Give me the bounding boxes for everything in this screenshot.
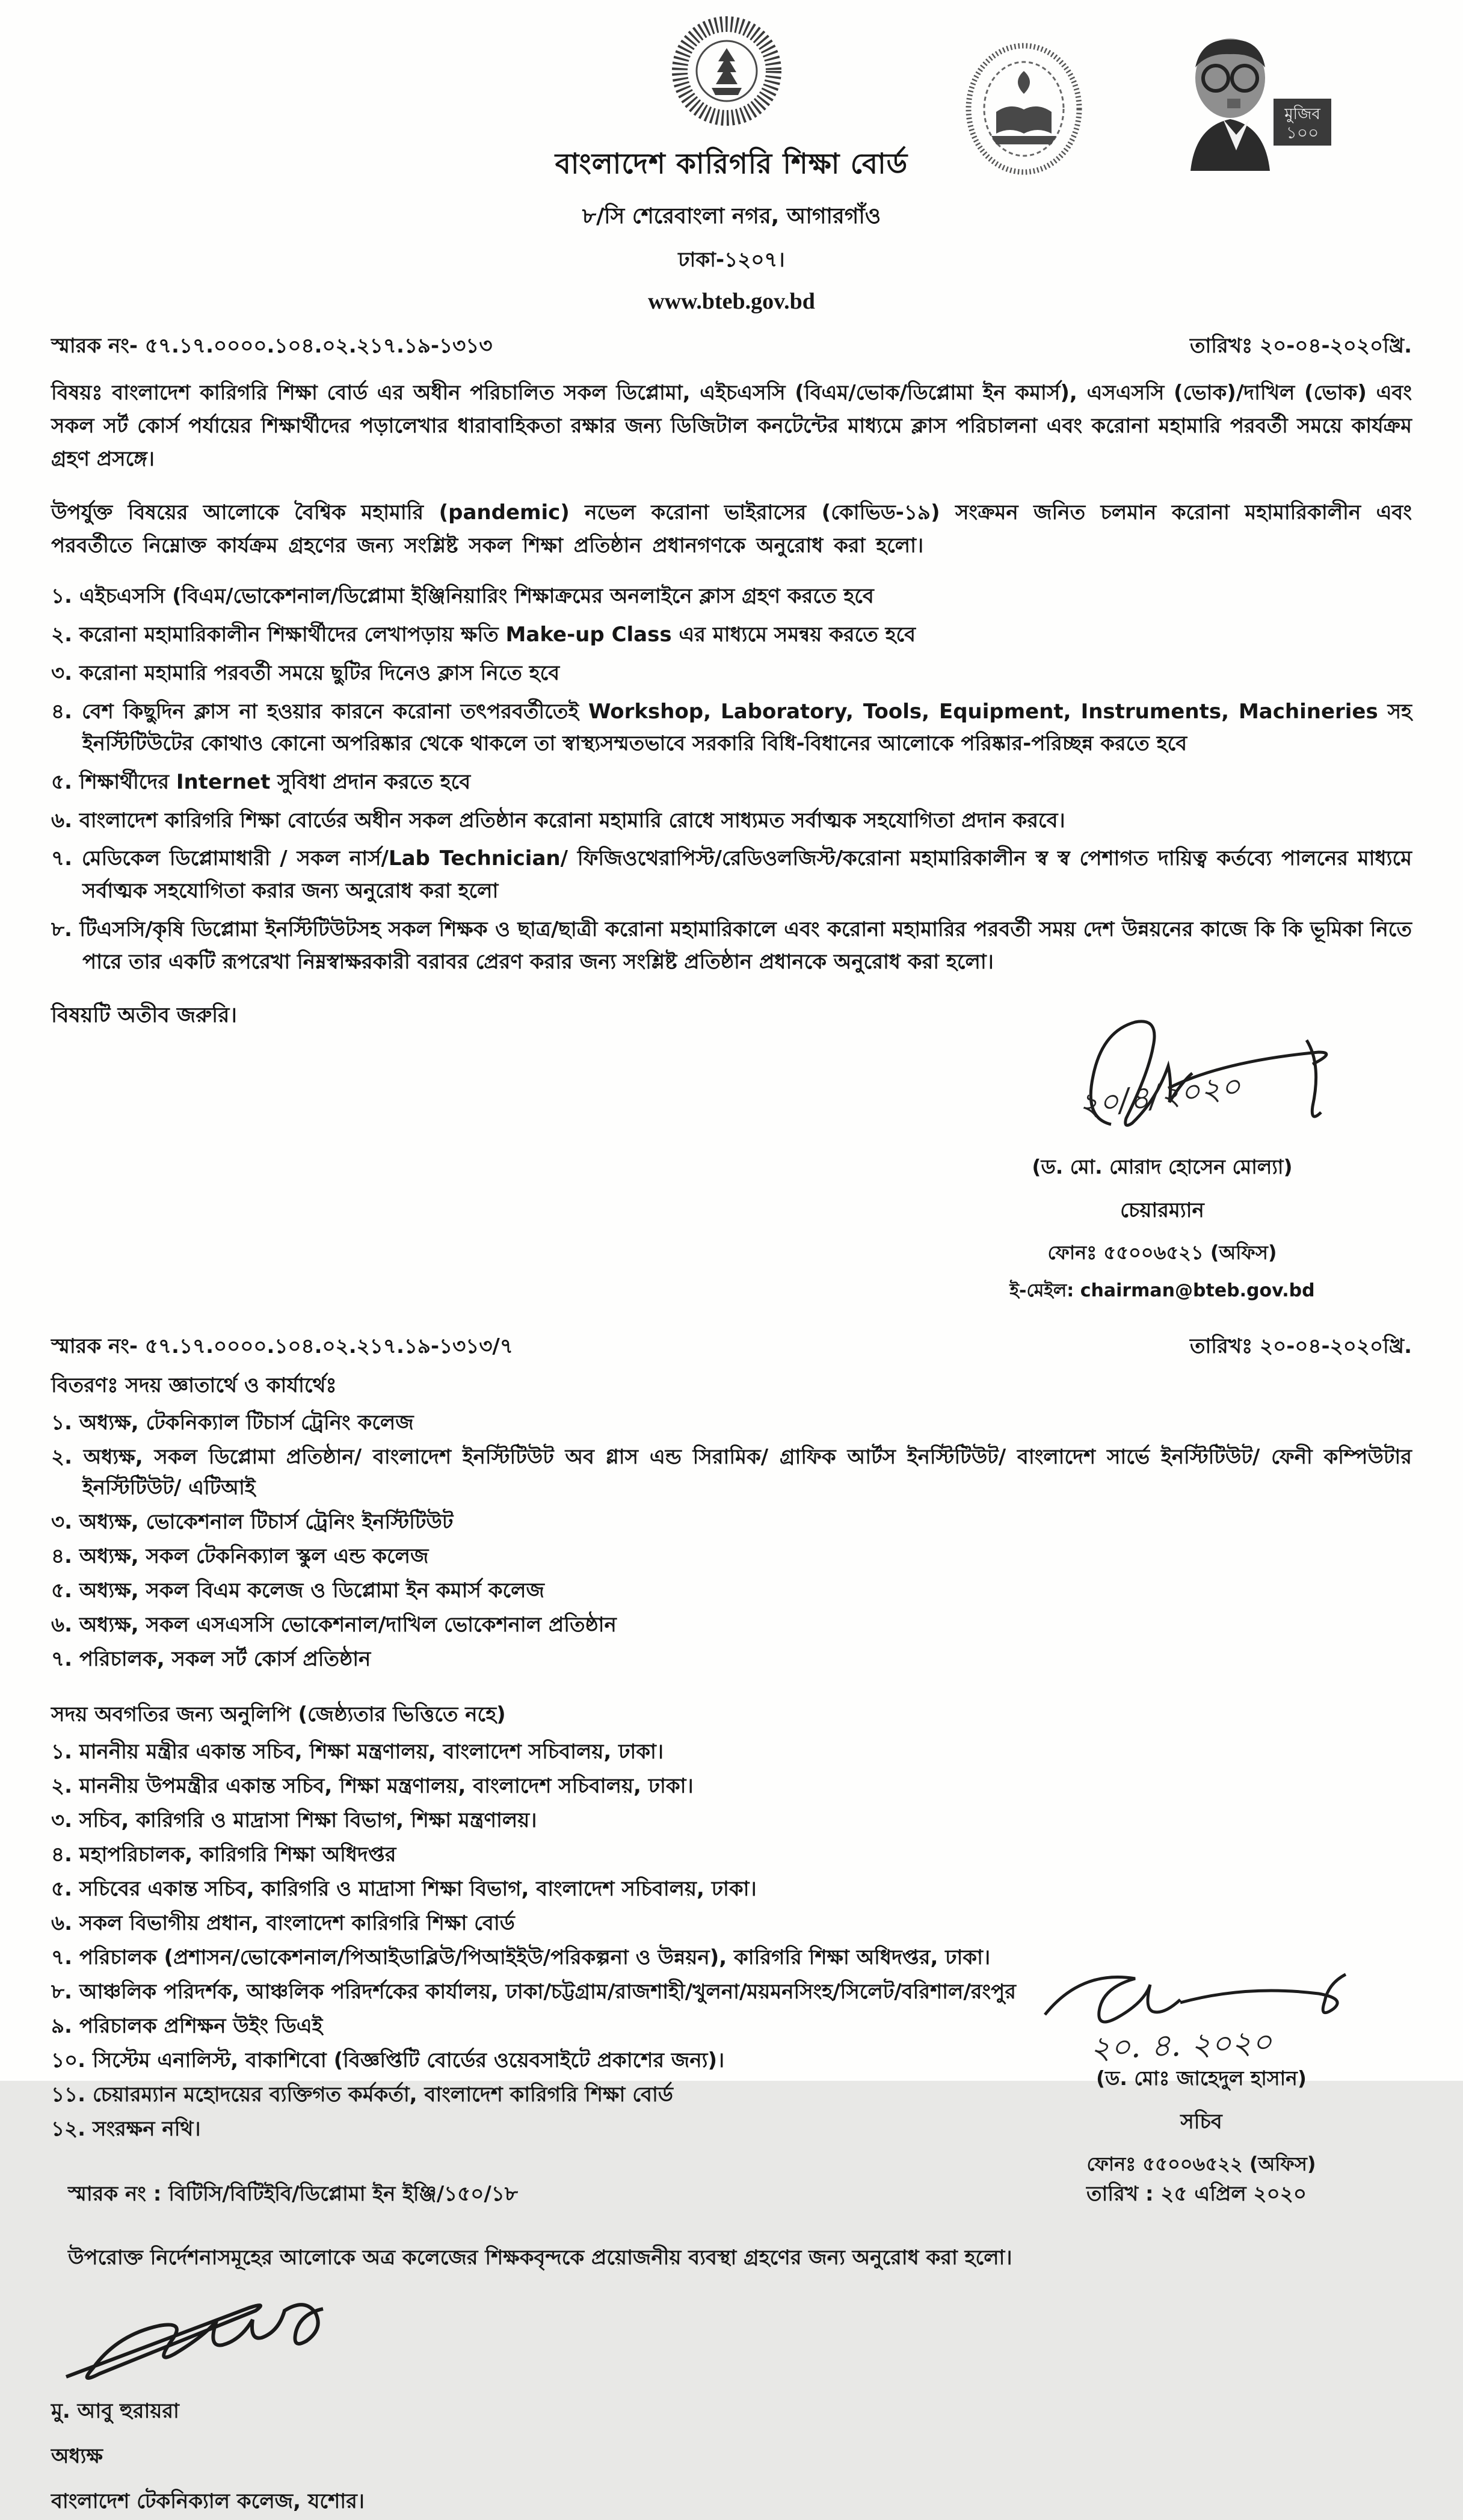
distribution-item: ১. অধ্যক্ষ, টেকনিক্যাল টিচার্স ট্রেনিং কলেজ bbox=[51, 1411, 414, 1435]
closing-paragraph: উপরোক্ত নির্দেশনাসমূহের আলোকে অত্র কলেজের শিক্ষকবৃন্দকে প্রয়োজনীয় ব্যবস্থা গ্রহণের জন্য অনুরোধ করা হলো। bbox=[68, 2246, 1012, 2270]
principal-signature-block bbox=[51, 2287, 1412, 2520]
org-address-line1: ৮/সি শেরেবাংলা নগর, আগারগাঁও bbox=[582, 204, 881, 229]
principal-designation: অধ্যক্ষ bbox=[51, 2444, 103, 2468]
memo3-header-row bbox=[51, 2178, 1412, 2213]
cc-item: ৬. সকল বিভাগীয় প্রধান, বাংলাদেশ কারিগরি শিক্ষা বোর্ড bbox=[51, 1911, 515, 1936]
instruction-item: ৫. শিক্ষার্থীদের Internet সুবিধা প্রদান করতে হবে bbox=[51, 769, 471, 794]
instruction-item: ৬. বাংলাদেশ কারিগরি শিক্ষা বোর্ডের অধীন সকল প্রতিষ্ঠান করোনা মহামারি রোধে সাধ্যমত সর্বাত্মক সহযোগিতা প্রদান করবে। bbox=[51, 808, 1065, 833]
distribution-item: ৩. অধ্যক্ষ, ভোকেশনাল টিচার্স ট্রেনিং ইনস্টিটিউট bbox=[51, 1510, 454, 1535]
memo1-number: স্মারক নং- ৫৭.১৭.০০০০.১০৪.০২.২১৭.১৯-১৩১৩ bbox=[51, 334, 493, 358]
chairman-signature-row bbox=[51, 1034, 1412, 1307]
cc-item: ১১. চেয়ারম্যান মহোদয়ের ব্যক্তিগত কর্মকর্তা, বাংলাদেশ কারিগরি শিক্ষা বোর্ড bbox=[51, 2083, 673, 2107]
secretary-name: (ড. মোঃ জাহেদুল হাসান) bbox=[1096, 2066, 1307, 2090]
secretary-signature-block bbox=[1033, 1958, 1370, 2181]
urgency-note: বিষয়টি অতীব জরুরি। bbox=[51, 1003, 237, 1028]
chairman-signature-block bbox=[970, 1016, 1355, 1307]
secretary-phone: ফোনঃ ৫৫০০৬৫২২ (অফিস) bbox=[1086, 2152, 1316, 2176]
secretary-signature-icon bbox=[1033, 1958, 1370, 2067]
org-address-line2: ঢাকা-১২০৭। bbox=[678, 248, 785, 272]
principal-name: মু. আবু হুরায়রা bbox=[51, 2398, 179, 2423]
instruction-item: ৭. মেডিকেল ডিপ্লোমাধারী / সকল নার্স/Lab Technician/ ফিজিওথেরাপিস্ট/রেডিওলজিস্ট/করোনা মহামারিকালীন স্ব স্ব পেশাগত দায়িত্ব কর্তব্যে পালনের মাধ্যমে সর্বাত্মক সহযোগিতা করার জন্য অনুরোধ করা হলো bbox=[51, 846, 1412, 904]
distribution-list bbox=[51, 1408, 1412, 1675]
instruction-item: ১. এইচএসসি (বিএম/ভোকেশনাল/ডিপ্লোমা ইঞ্জিনিয়ারিং শিক্ষাক্রমের অনলাইনে ক্লাস গ্রহণ করতে হবে bbox=[51, 584, 874, 609]
cc-section bbox=[51, 1699, 1412, 2176]
instruction-item: ৮. টিএসসি/কৃষি ডিপ্লোমা ইনস্টিটিউটসহ সকল শিক্ষক ও ছাত্র/ছাত্রী করোনা মহামারিকালে এবং করোনা মহামারির পরবর্তী সময় দেশ উন্নয়নের কাজে কি কি ভূমিকা নিতে পারে তার একটি রূপরেখা নিম্নস্বাক্ষরকারী বরাবর প্রেরণ করার জন্য সংশ্লিষ্ট প্রতিষ্ঠান প্রধানকে অনুরোধ করা হলো। bbox=[51, 917, 1412, 974]
secretary-handwritten-date: ২০. ৪. ২০২০ bbox=[1089, 2024, 1273, 2067]
distribution-item: ২. অধ্যক্ষ, সকল ডিপ্লোমা প্রতিষ্ঠান/ বাংলাদেশ ইনস্টিটিউট অব গ্লাস এন্ড সিরামিক/ গ্রাফিক আর্টস ইনস্টিটিউট/ বাংলাদেশ সার্ভে ইনস্টিটিউট/ ফেনী কম্পিউটার ইনস্টিটিউট/ এটিআই bbox=[51, 1445, 1412, 1500]
cc-item: ৭. পরিচালক (প্রশাসন/ভোকেশনাল/পিআইডাব্লিউ/পিআইইউ/পরিকল্পনা ও উন্নয়ন), কারিগরি শিক্ষা অধিদপ্তর, ঢাকা। bbox=[51, 1945, 991, 1970]
chairman-designation: চেয়ারম্যান bbox=[1120, 1198, 1204, 1223]
cc-heading: সদয় অবগতির জন্য অনুলিপি (জেষ্ঠ্যতার ভিত্তিতে নহে) bbox=[51, 1702, 506, 1727]
svg-text:মুজিব: মুজিব bbox=[1284, 105, 1320, 123]
cc-item: ৪. মহাপরিচালক, কারিগরি শিক্ষা অধিদপ্তর bbox=[51, 1843, 396, 1867]
distribution-item: ৪. অধ্যক্ষ, সকল টেকনিক্যাল স্কুল এন্ড কলেজ bbox=[51, 1544, 429, 1569]
principal-institution: বাংলাদেশ টেকনিক্যাল কলেজ, যশোর। bbox=[51, 2489, 365, 2513]
chairman-phone: ফোনঃ ৫৫০০৬৫২১ (অফিস) bbox=[1047, 1241, 1277, 1265]
cc-item: ১. মাননীয় মন্ত্রীর একান্ত সচিব, শিক্ষা মন্ত্রণালয়, বাংলাদেশ সচিবালয়, ঢাকা। bbox=[51, 1740, 664, 1764]
secretary-designation: সচিব bbox=[1180, 2110, 1222, 2134]
chairman-email: ই-মেইল: chairman@bteb.gov.bd bbox=[1009, 1280, 1315, 1302]
cc-item: ৩. সচিব, কারিগরি ও মাদ্রাসা শিক্ষা বিভাগ, শিক্ষা মন্ত্রণালয়। bbox=[51, 1808, 537, 1833]
chairman-name: (ড. মো. মোরাদ হোসেন মোল্যা) bbox=[1032, 1155, 1293, 1179]
org-website: www.bteb.gov.bd bbox=[648, 289, 815, 314]
opening-paragraph: উপর্যুক্ত বিষয়ের আলোকে বৈশ্বিক মহামারি (pandemic) নভেল করোনা ভাইরাসের (কোভিড-১৯) সংক্রমন জনিত চলমান করোনা মহামারিকালীন এবং পরবর্তীতে নিম্নোক্ত কার্যক্রম গ্রহণের জন্য সংশ্লিষ্ট সকল শিক্ষা প্রতিষ্ঠান প্রধানগণকে অনুরোধ করা হলো। bbox=[51, 501, 1412, 558]
instruction-item: ৩. করোনা মহামারি পরবর্তী সময়ে ছুটির দিনেও ক্লাস নিতে হবে bbox=[51, 661, 560, 685]
cc-item: ৫. সচিবের একান্ত সচিব, কারিগরি ও মাদ্রাসা শিক্ষা বিভাগ, বাংলাদেশ সচিবালয়, ঢাকা। bbox=[51, 1877, 757, 1902]
principal-signature-icon bbox=[51, 2287, 1412, 2392]
cc-item: ৯. পরিচালক প্রশিক্ষন উইং ডিএই bbox=[51, 2014, 323, 2039]
letterhead bbox=[51, 11, 1412, 315]
bteb-seal-icon bbox=[670, 11, 784, 131]
subject-line: বিষয়ঃ বাংলাদেশ কারিগরি শিক্ষা বোর্ড এর অধীন পরিচালিত সকল ডিপ্লোমা, এইচএসসি (বিএম/ভোক/ডিপ্লোমা ইন কমার্স), এসএসসি (ভোক)/দাখিল (ভোক) এবং সকল সর্ট কোর্স পর্যায়ের শিক্ষার্থীদের পড়ালেখার ধারাবাহিকতা রক্ষার জন্য ডিজিটাল কনটেন্টের মাধ্যমে ক্লাস পরিচালনা এবং করোনা মহামারি পরবর্তী সময়ে কার্যক্রম গ্রহণ প্রসঙ্গে। bbox=[51, 381, 1412, 472]
instruction-item: ৪. বেশ কিছুদিন ক্লাস না হওয়ার কারনে করোনা তৎপরবর্তীতেই Workshop, Laboratory, Tools, Equipment, Instruments, Machineries সহ ইনস্টিটিউটের কোথাও কোনো অপরিষ্কার থেকে থাকলে তা স্বাস্থ্যসম্মতভাবে সরকারি বিধি-বিধানের আলোকে পরিষ্কার-পরিচ্ছন্ন করতে হবে bbox=[51, 699, 1412, 756]
education-emblem-icon bbox=[962, 40, 1086, 178]
memo2-date: তারিখঃ ২০-০৪-২০২০খ্রি. bbox=[1189, 1334, 1412, 1359]
distribution-heading: বিতরণঃ সদয় জ্ঞাতার্থে ও কার্যার্থেঃ bbox=[51, 1373, 337, 1398]
cc-item: ১০. সিস্টেম এনালিস্ট, বাকাশিবো (বিজ্ঞপ্তিটি বোর্ডের ওয়েবসাইটে প্রকাশের জন্য)। bbox=[51, 2048, 725, 2073]
distribution-item: ৫. অধ্যক্ষ, সকল বিএম কলেজ ও ডিপ্লোমা ইন কমার্স কলেজ bbox=[51, 1579, 544, 1603]
instruction-list bbox=[51, 581, 1412, 978]
distribution-item: ৬. অধ্যক্ষ, সকল এসএসসি ভোকেশনাল/দাখিল ভোকেশনাল প্রতিষ্ঠান bbox=[51, 1613, 617, 1637]
cc-item: ২. মাননীয় উপমন্ত্রীর একান্ত সচিব, শিক্ষা মন্ত্রণালয়, বাংলাদেশ সচিবালয়, ঢাকা। bbox=[51, 1774, 694, 1799]
cc-item: ১২. সংরক্ষন নথি। bbox=[51, 2117, 201, 2142]
mujib100-logo bbox=[1165, 28, 1340, 181]
instruction-item: ২. করোনা মহামারিকালীন শিক্ষার্থীদের লেখাপড়ায় ক্ষতি Make-up Class এর মাধ্যমে সমন্বয় করতে হবে bbox=[51, 623, 916, 647]
memo3-date: তারিখ : ২৫ এপ্রিল ২০২০ bbox=[1086, 2182, 1307, 2207]
memo1-date: তারিখঃ ২০-০৪-২০২০খ্রি. bbox=[1189, 334, 1412, 358]
memo3-number: স্মারক নং : বিটিসি/বিটিইবি/ডিপ্লোমা ইন ইঞ্জি/১৫০/১৮ bbox=[68, 2182, 518, 2207]
memo2-header-row bbox=[51, 1331, 1412, 1365]
distribution-item: ৭. পরিচালক, সকল সর্ট কোর্স প্রতিষ্ঠান bbox=[51, 1647, 371, 1672]
svg-text:১০০: ১০০ bbox=[1286, 123, 1319, 143]
chairman-handwritten-date: ২০/৪/২০২০ bbox=[1076, 1068, 1243, 1124]
chairman-signature-icon bbox=[970, 1016, 1355, 1151]
memo2-number: স্মারক নং- ৫৭.১৭.০০০০.১০৪.০২.২১৭.১৯-১৩১৩/৭ bbox=[51, 1334, 513, 1359]
cc-item: ৮. আঞ্চলিক পরিদর্শক, আঞ্চলিক পরিদর্শকের কার্যালয়, ঢাকা/চট্টগ্রাম/রাজশাহী/খুলনা/ময়মনসিংহ/সিলেট/বরিশাল/রংপুর bbox=[51, 1980, 1016, 2004]
org-name: বাংলাদেশ কারিগরি শিক্ষা বোর্ড bbox=[555, 147, 908, 180]
memo1-header-row bbox=[51, 330, 1412, 365]
